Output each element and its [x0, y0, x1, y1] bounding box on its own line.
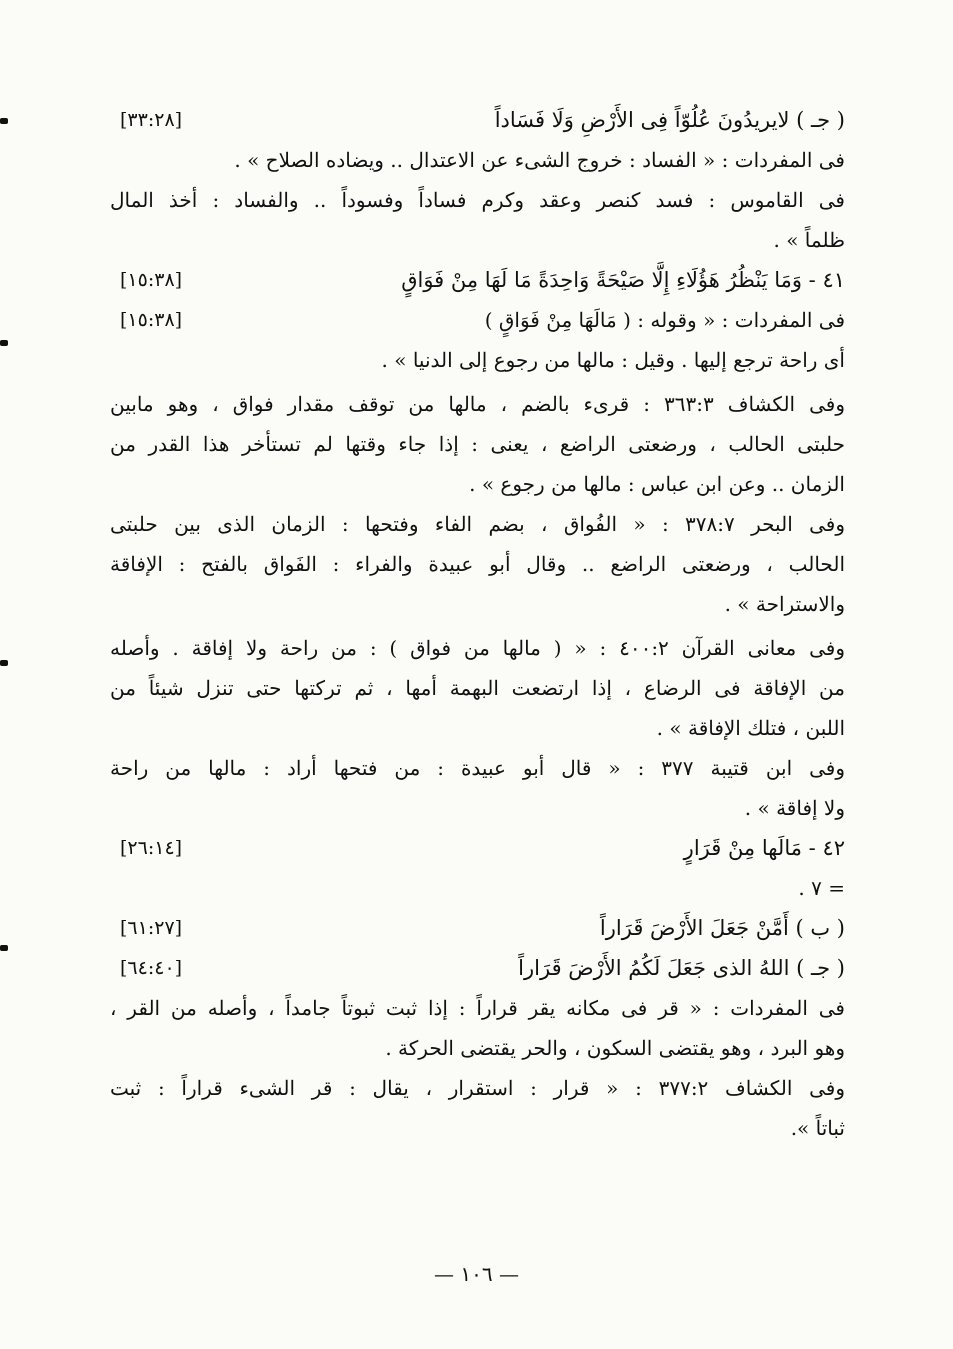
text-line	[110, 424, 845, 464]
text-line	[110, 948, 845, 988]
verse-reference: [١٥:٣٨]	[120, 309, 183, 331]
text-line	[110, 1108, 845, 1148]
text-line	[110, 868, 845, 908]
quran-verse-text: ( ب ) أَمَّنْ جَعَلَ الأَرْضَ قَرَاراً	[599, 916, 845, 940]
text-line	[110, 260, 845, 300]
text-line	[110, 220, 845, 260]
quran-verse-text: ٤٢ - مَالَها مِنْ قَرَارٍ	[683, 836, 845, 860]
text-line	[110, 584, 845, 624]
text-line	[110, 464, 845, 504]
line-text: فى القاموس : فسد كنصر وعقد وكرم فساداً وفسوداً .. والفساد : أخذ المال	[110, 188, 845, 212]
text-line	[110, 628, 845, 668]
line-text: ظلماً » .	[773, 228, 845, 252]
text-line	[110, 100, 845, 140]
line-text: وفى البحر ٣٧٨:٧ : « الفُواق ، بضم الفاء وفتحها : الزمان الذى بين حلبتى	[110, 512, 845, 536]
line-text: فى المفردات : « الفساد : خروج الشىء عن الاعتدال .. ويضاده الصلاح » .	[234, 148, 845, 172]
verse-reference: [١٥:٣٨]	[120, 269, 183, 291]
page-body	[110, 100, 845, 1148]
verse-reference: [٦١:٢٧]	[120, 917, 183, 939]
line-text: حلبتى الحالب ، ورضعتى الراضع ، يعنى : إذا جاء وقتها لم تستأخر هذا القدر من	[110, 432, 845, 456]
text-line	[110, 1028, 845, 1068]
page-number: — ١٠٦ —	[434, 1262, 519, 1286]
text-line	[110, 180, 845, 220]
text-line	[110, 300, 845, 340]
text-line	[110, 708, 845, 748]
quran-verse-text: ٤١ - وَمَا يَنْظُرُ هَؤُلَاءِ إِلَّا صَيْحَةً وَاحِدَةً مَا لَهَا مِنْ فَوَاقٍ	[401, 268, 845, 292]
text-line	[110, 908, 845, 948]
text-line	[110, 828, 845, 868]
margin-mark	[0, 945, 8, 951]
text-line	[110, 748, 845, 788]
text-line	[110, 140, 845, 180]
line-text: الحالب ، ورضعتى الراضع .. وقال أبو عبيدة والفراء : الفَواق بالفتح : الإفاقة	[110, 552, 845, 576]
line-text: اللبن ، فتلك الإفاقة » .	[656, 716, 845, 740]
margin-mark	[0, 118, 8, 124]
line-text: فى المفردات : « قر فى مكانه يقر قراراً : إذا ثبت ثبوتاً جامداً ، وأصله من القر ،	[110, 996, 845, 1020]
line-text: ولا إفاقة » .	[744, 796, 845, 820]
text-line	[110, 988, 845, 1028]
line-text: وفى الكشاف ٣٦٣:٣ : قرىء بالضم ، مالها من توقف مقدار فواق ، وهو مابين	[110, 392, 846, 416]
verse-reference: [٣٣:٢٨]	[120, 109, 183, 131]
margin-mark	[0, 660, 8, 666]
line-text: ثباتاً ».	[790, 1116, 845, 1140]
line-text: فى المفردات : « وقوله : ( مَالَهَا مِنْ فَوَاقٍ )	[484, 308, 845, 332]
line-text: أى راحة ترجع إليها . وقيل : مالها من رجوع إلى الدنيا » .	[381, 348, 845, 372]
text-line	[110, 1068, 845, 1108]
verse-reference: [٢٦:١٤]	[120, 837, 183, 859]
line-text: من الإفاقة فى الرضاع ، إذا ارتضعت البهمة أمها ، ثم تركتها حتى تنزل شيئاً من	[110, 676, 845, 700]
margin-mark	[0, 340, 8, 346]
line-text: الزمان .. وعن ابن عباس : مالها من رجوع » .	[469, 472, 845, 496]
line-text: وفى الكشاف ٣٧٧:٢ : « قرار : استقرار ، يقال : قر الشىء قراراً : ثبت	[110, 1076, 846, 1100]
text-line	[110, 384, 845, 424]
quran-verse-text: ( جـ ) اللهُ الذى جَعَلَ لَكُمُ الأَرْضَ قَرَاراً	[518, 956, 845, 980]
text-line	[110, 544, 845, 584]
line-text: وفى معانى القرآن ٤٠٠:٢ : « ( مالها من فواق ) : من راحة ولا إفاقة . وأصله	[110, 636, 846, 660]
text-line	[110, 504, 845, 544]
line-text: والاستراحة » .	[724, 592, 845, 616]
line-text: وهو البرد ، وهو يقتضى السكون ، والحر يقتضى الحركة .	[385, 1036, 845, 1060]
text-line	[110, 668, 845, 708]
line-text: وفى ابن قتيبة ٣٧٧ : « قال أبو عبيدة : من فتحها أراد : مالها من راحة	[110, 756, 846, 780]
verse-reference: [٦٤:٤٠]	[120, 957, 183, 979]
quran-verse-text: ( جـ ) لايريدُونَ عُلُوّاً فِى الأَرْضِ وَلَا فَسَاداً	[494, 108, 845, 132]
line-text: = ٧ .	[798, 876, 845, 900]
text-line	[110, 340, 845, 380]
text-line	[110, 788, 845, 828]
